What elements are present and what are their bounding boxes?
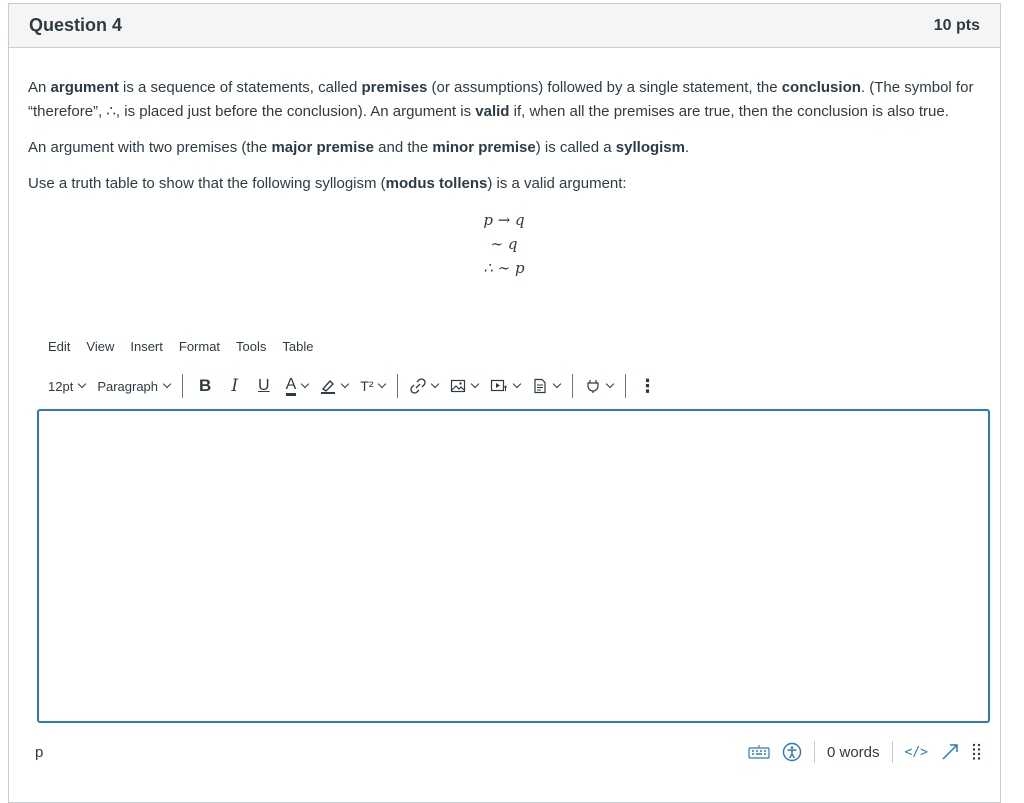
statusbar-divider <box>892 741 893 763</box>
menu-edit[interactable]: Edit <box>48 339 71 354</box>
image-icon <box>450 378 466 394</box>
media-button[interactable] <box>484 373 526 399</box>
editor-statusbar <box>9 739 1002 765</box>
syllogism-math <box>28 208 980 280</box>
apps-plugin-button[interactable] <box>579 373 619 399</box>
chevron-down-icon <box>471 380 479 388</box>
block-format-select[interactable] <box>91 373 176 399</box>
italic-icon: I <box>231 376 239 396</box>
minor-premise: ∼ q <box>490 235 518 253</box>
chevron-down-icon <box>606 380 614 388</box>
chevron-down-icon <box>431 380 439 388</box>
word-count[interactable]: 0 words <box>826 743 880 761</box>
bold-term: argument <box>50 79 119 96</box>
accessibility-checker-button[interactable] <box>782 742 802 762</box>
plugin-icon <box>585 378 601 394</box>
editor-menubar <box>40 335 321 359</box>
conclusion: ∴ ∼ p <box>483 259 525 277</box>
resize-handle-icon <box>972 743 982 761</box>
fullscreen-button[interactable] <box>940 742 960 762</box>
bold-term: valid <box>475 103 510 120</box>
toolbar-divider <box>182 374 183 398</box>
text-fragment: An <box>28 79 51 96</box>
text-fragment: ) is a valid argument: <box>487 175 627 192</box>
superscript-button[interactable] <box>354 373 391 399</box>
question-text <box>9 48 1000 280</box>
major-premise: p → q <box>483 211 525 229</box>
paragraph-definition <box>28 76 980 124</box>
highlight-icon <box>320 378 336 394</box>
superscript-icon: T² <box>360 378 374 394</box>
text-fragment: . (The symbol for “therefore”, ∴, is placed just before the conclusion). An argument is <box>28 79 974 120</box>
menu-format[interactable]: Format <box>178 339 221 354</box>
html-editor-toggle[interactable]: </> <box>904 744 928 760</box>
bold-icon: B <box>199 376 212 395</box>
statusbar-divider <box>814 741 815 763</box>
text-fragment: ) is called a <box>535 139 616 156</box>
question-header <box>9 4 1000 48</box>
text-fragment: (or assumptions) followed by a single statement, the <box>427 79 782 96</box>
link-icon <box>410 378 426 394</box>
text-fragment: if, when all the premises are true, then the conclusion is also true. <box>509 103 949 120</box>
text-fragment: Use a truth table to show that the following syllogism ( <box>28 175 386 192</box>
keyboard-icon <box>748 744 770 760</box>
chevron-down-icon <box>513 380 521 388</box>
font-size-value: 12pt <box>48 378 74 394</box>
paragraph-syllogism <box>28 136 980 160</box>
document-button[interactable] <box>526 373 566 399</box>
text-fragment: is a sequence of statements, called <box>118 79 362 96</box>
chevron-down-icon <box>78 380 86 388</box>
bold-term: modus tollens <box>385 175 488 192</box>
toolbar-divider <box>572 374 573 398</box>
more-icon: ⋮ <box>638 375 657 396</box>
bold-term: premises <box>361 79 428 96</box>
editor-toolbar <box>42 373 662 399</box>
text-fragment: . <box>685 139 690 156</box>
toolbar-divider <box>625 374 626 398</box>
keyboard-shortcuts-button[interactable] <box>748 744 770 760</box>
chevron-down-icon <box>163 380 171 388</box>
underline-button[interactable] <box>248 373 280 399</box>
bold-term: syllogism <box>615 139 685 156</box>
font-size-select[interactable] <box>42 373 91 399</box>
menu-view[interactable]: View <box>86 339 115 354</box>
menu-tools[interactable]: Tools <box>236 339 267 354</box>
chevron-down-icon <box>341 380 349 388</box>
toolbar-divider <box>397 374 398 398</box>
chevron-down-icon <box>301 380 309 388</box>
question-card <box>8 3 1001 803</box>
bold-term: minor premise <box>432 139 536 156</box>
chevron-down-icon <box>553 380 561 388</box>
fullscreen-icon <box>940 742 960 762</box>
paragraph-instruction <box>28 172 980 196</box>
bold-term: conclusion <box>781 79 861 96</box>
element-path[interactable]: p <box>35 743 44 761</box>
menu-insert[interactable]: Insert <box>130 339 163 354</box>
text-fragment: and the <box>373 139 433 156</box>
statusbar-actions <box>748 741 982 763</box>
question-title: Question 4 <box>29 15 123 35</box>
image-button[interactable] <box>444 373 484 399</box>
underline-icon: U <box>258 377 270 394</box>
block-format-value: Paragraph <box>97 378 159 394</box>
media-icon <box>490 378 508 394</box>
highlight-button[interactable] <box>314 373 354 399</box>
question-points: 10 pts <box>933 16 980 34</box>
bold-button[interactable] <box>189 373 221 399</box>
text-color-button[interactable] <box>280 373 315 399</box>
italic-button[interactable] <box>221 373 248 399</box>
text-fragment: An argument with two premises (the <box>28 139 272 156</box>
menu-table[interactable]: Table <box>282 339 314 354</box>
document-icon <box>532 378 548 394</box>
accessibility-icon <box>782 742 802 762</box>
chevron-down-icon <box>378 380 386 388</box>
link-button[interactable] <box>404 373 444 399</box>
text-color-icon: A <box>286 377 297 396</box>
bold-term: major premise <box>271 139 374 156</box>
resize-handle[interactable] <box>972 743 982 761</box>
more-button[interactable] <box>632 373 662 399</box>
editor-content-area[interactable] <box>37 409 990 723</box>
